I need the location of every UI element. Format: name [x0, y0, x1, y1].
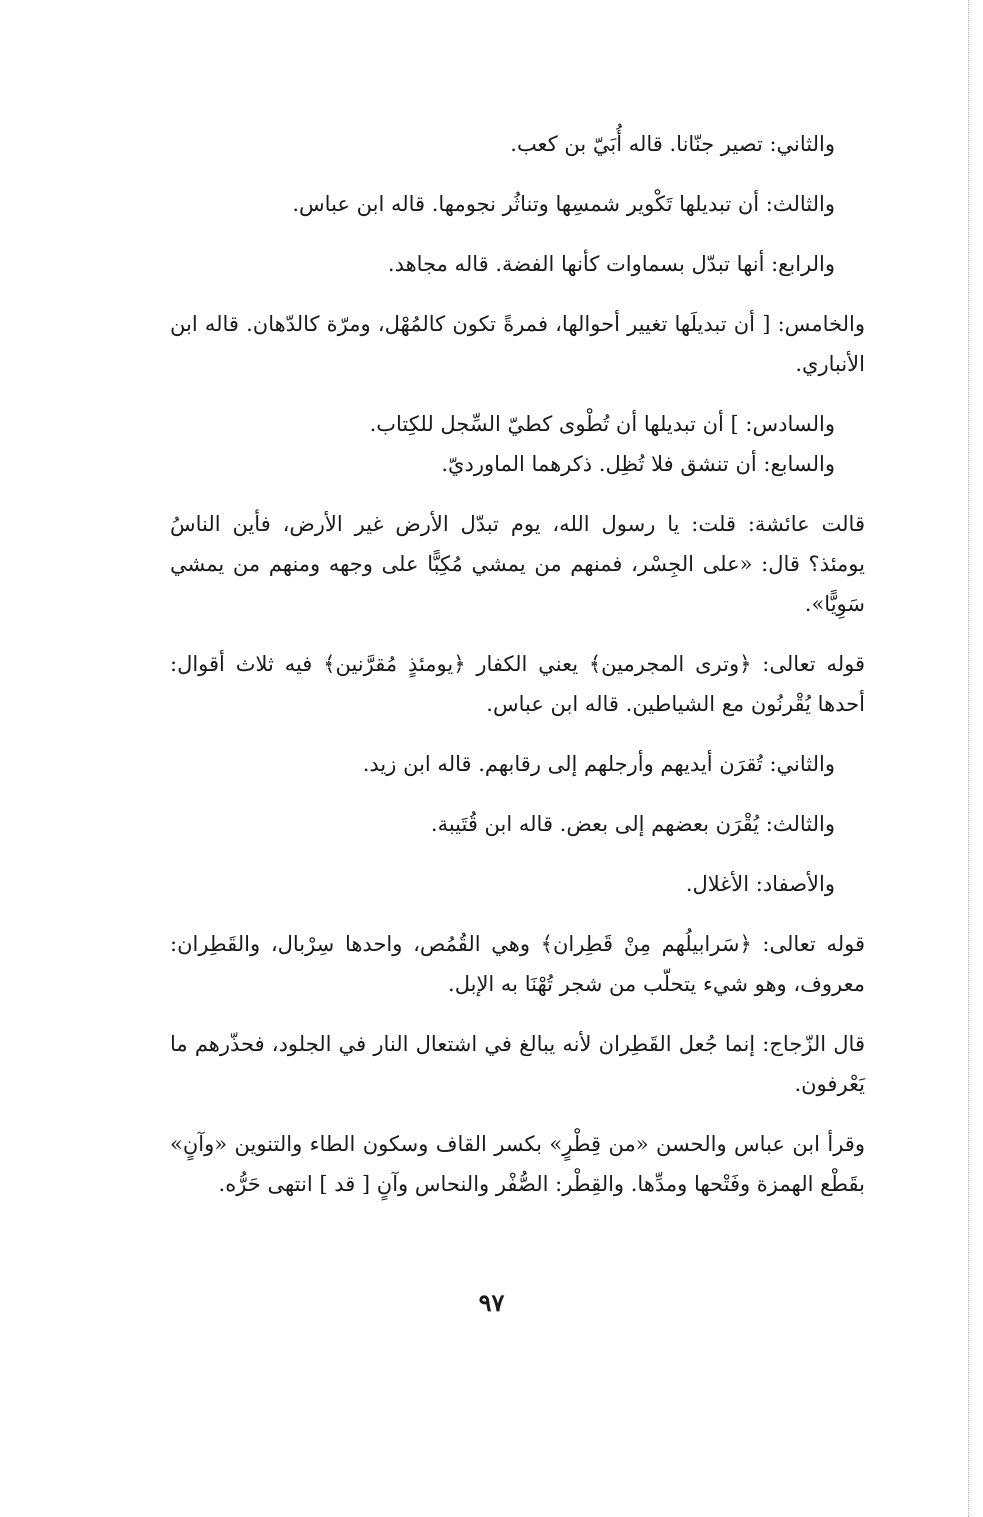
- paragraph-opinion-5: والخامس: [ أن تبديلَها تغيير أحوالها، فمرةً تكون كالمُهْل، ومرّة كالدّهان. قاله ابن الأنباري.: [170, 312, 865, 376]
- paragraph-opinion-3: والثالث: أن تبديلها تَكْوير شمسِها وتناثُر نجومها. قاله ابن عباس.: [292, 192, 835, 216]
- paragraph-opinion-2: والثاني: تصير جنّانا. قاله أُبَيّ بن كعب.: [510, 132, 835, 156]
- paragraph-opinion-4: والرابع: أنها تبدّل بسماوات كأنها الفضة. قاله مجاهد.: [387, 252, 835, 276]
- paragraph-asfad: والأصفاد: الأغلال.: [685, 872, 835, 896]
- paragraph-aisha-hadith: قالت عائشة: قلت: يا رسول الله، يوم تبدّل الأرض غير الأرض، فأين الناسُ يومئذ؟ قال: «على الجِسْر، فمنهم من يمشي مُكِبًّا على وجهه ومنهم من يمشي سَوِيًّا».: [170, 512, 865, 616]
- paragraph-sarabil: قوله تعالى: ﴿سَرابيلُهم مِنْ قَطِران﴾ وهي القُمُص، واحدها سِرْبال، والقَطِران: معروف، وهو شيء يتحلّب من شجر تُهْنَا به الإبل.: [170, 932, 865, 996]
- paragraph-muqarranin: قوله تعالى: ﴿وترى المجرمين﴾ يعني الكفار ﴿يومئذٍ مُقرَّنين﴾ فيه ثلاث أقوال: أحدها يُقْرنُون مع الشياطين. قاله ابن عباس.: [170, 652, 865, 716]
- paragraph-muqarranin-3: والثالث: يُقْرَن بعضهم إلى بعض. قاله ابن قُتَيبة.: [430, 812, 835, 836]
- paragraph-opinion-6: والسادس: ] أن تبديلها أن تُطْوى كطيّ السِّجل للكِتاب.: [369, 412, 835, 436]
- paragraph-qira-a: وقرأ ابن عباس والحسن «من قِطْرٍ» بكسر القاف وسكون الطاء والتنوين «وآنٍ» بقَطْع الهمزة وفَتْحها ومدِّها. والقِطْر: الصُّفْر والنحاس وآنٍ [ قد ] انتهى حَرُّه.: [170, 1132, 865, 1196]
- paragraph-zajjaj: قال الزّجاج: إنما جُعل القَطِران لأنه يبالغ في اشتعال النار في الجلود، فحذّرهم ما يَعْرفون.: [170, 1032, 865, 1096]
- paragraph-muqarranin-2: والثاني: تُقرَن أيديهم وأرجلهم إلى رقابهم. قاله ابن زيد.: [362, 752, 835, 776]
- paragraph-opinion-7: والسابع: أن تنشق فلا تُظِل. ذكرهما الماورديّ.: [441, 452, 835, 476]
- page-body: [170, 124, 865, 1224]
- page-number: ٩٧: [478, 1288, 505, 1317]
